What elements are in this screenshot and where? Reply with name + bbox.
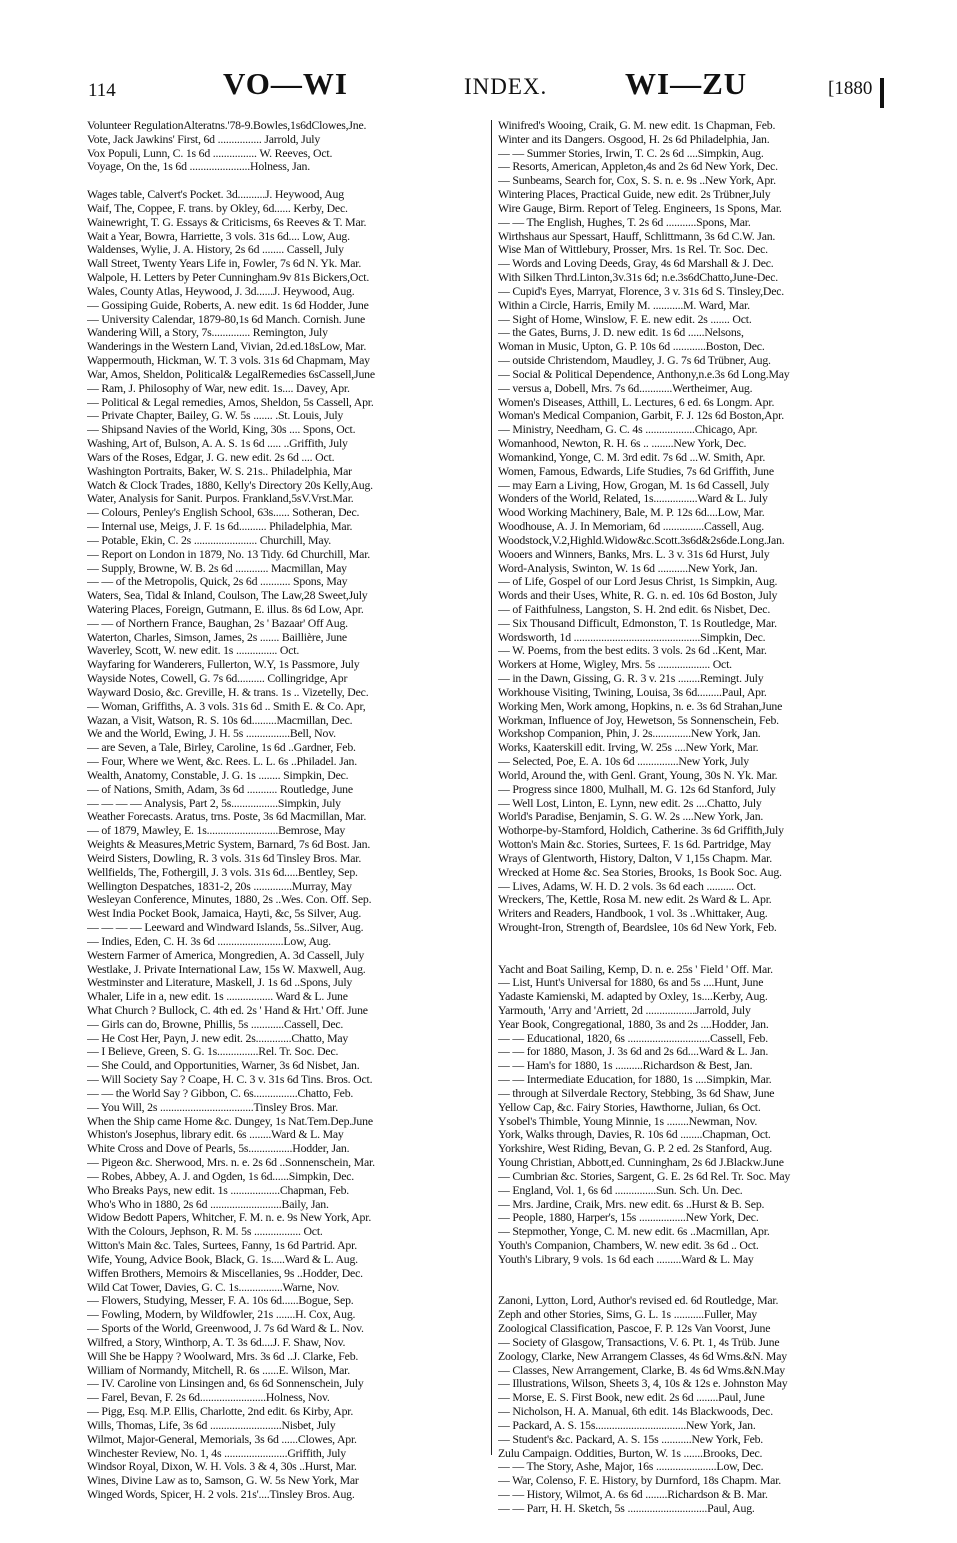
index-entry: Yorkshire, West Riding, Bevan, G. P. 2 ed. 2s Stanford, Aug.: [498, 1142, 773, 1156]
index-entry: Woodhouse, A. J. In Memoriam, 6d ...............Cassell, Aug.: [498, 520, 765, 534]
index-entry: — — — — Leeward and Windward Islands, 5s..Silver, Aug.: [87, 921, 364, 935]
index-entry: World, Around the, with Genl. Grant, Young, 30s N. Yk. Mar.: [498, 768, 778, 782]
index-entry: — Farel, Bevan, F. 2s 6d........................Holness, Nov.: [87, 1391, 330, 1405]
index-entry: Westlake, J. Private International Law, 15s W. Maxwell, Aug.: [87, 962, 366, 976]
year-label: [1880: [828, 78, 873, 99]
index-entry: — — — — Analysis, Part 2, 5s.................Simpkin, July: [87, 796, 341, 810]
index-entry: West India Pocket Book, Jamaica, Hayti, &c, 5s Silver, Aug.: [87, 907, 362, 921]
index-entry: Zoology, Clarke, New Arrangem Classes, 4s 6d Wms.&N. May: [498, 1349, 787, 1363]
index-entry: White Cross and Dove of Pearls, 5s................Hodder, Jan.: [87, 1142, 350, 1156]
index-entry: Wrays of Glentworth, History, Dalton, V 1,15s Chapm. Mar.: [498, 851, 772, 865]
index-entry: Wonders of the World, Related, 1s................Ward & L. July: [498, 492, 768, 506]
index-entry: Wandering Will, a Story, 7s.............. Remington, July: [87, 326, 328, 340]
index-entry: — Pigeon &c. Sherwood, Mrs. n. e. 2s 6d ..Sonnenschein, Mar.: [87, 1156, 375, 1170]
index-entry: William of Normandy, Mitchell, R. 6s ......E. Wilson, Mar.: [87, 1363, 351, 1377]
index-entry: Woodstock,V.2,Highld.Widow&c.Scott.3s6d&2s6de.Long.Jan.: [498, 533, 785, 547]
index-entry: — — of the Metropolis, Quick, 2s 6d ........... Spons, May: [87, 575, 348, 589]
index-entry: We and the World, Ewing, J. H. 5s ................Bell, Nov.: [87, 727, 336, 741]
index-entry: — Society of Glasgow, Transactions, V. 6. Pt. 1, 4s Trüb. June: [498, 1335, 780, 1349]
index-entry: Zulu Campaign. Oddities, Burton, W. 1s .......Brooks, Dec.: [498, 1446, 763, 1460]
index-entry: Wellington Despatches, 1831-2, 20s ..............Murray, May: [87, 879, 352, 893]
index-entry: Word-Analysis, Swinton, W. 1s 6d ...........New York, Jan.: [498, 561, 758, 575]
index-entry: War, Amos, Sheldon, Political& LegalRemedies 6sCassell,June: [87, 367, 375, 381]
index-entry: — — Intermediate Education, for 1880, 1s ....Simpkin, Mar.: [498, 1073, 772, 1087]
index-entry: Whiston's Josephus, library edit. 6s ........Ward & L. May: [87, 1128, 344, 1142]
index-entry: Yarmouth, 'Arry and 'Arriett, 2d ..................Jarrold, July: [498, 1004, 751, 1017]
index-entry: Wire Gauge, Birm. Report of Teleg. Engineers, 1s Spons, Mar.: [498, 201, 782, 215]
index-entry: — Nicholson, H. A. Manual, 6th edit. 14s Blackwoods, Dec.: [498, 1405, 773, 1419]
index-entry: — Cumbrian &c. Stories, Sargent, G. E. 2s 6d Rel. Tr. Soc. May: [498, 1169, 791, 1183]
index-entry: Watering Places, Foreign, Gutmann, E. illus. 8s 6d Low, Apr.: [87, 602, 364, 616]
index-entry: Wellfields, The, Fothergill, J. 3 vols. 31s 6d.....Bentley, Sep.: [87, 865, 358, 879]
index-entry: Wines, Divine Law as to, Samson, G. W. 5s New York, Mar: [87, 1474, 359, 1488]
index-entry: — may Earn a Living, How, Grogan, M. 1s 6d Cassell, July: [498, 478, 770, 492]
index-entry: — Resorts, American, Appleton,4s and 2s 6d New York, Dec.: [498, 160, 778, 174]
index-entry: World's Paradise, Benjamin, S. G. W. 2s ....New York, Jan.: [498, 810, 764, 824]
index-entry: Wrought-Iron, Strength of, Beardslee, 10s 6d New York, Feb.: [498, 921, 777, 935]
index-entry: — of Faithfulness, Langston, S. H. 2nd edit. 6s Nisbet, Dec.: [498, 602, 771, 616]
page-number: 114: [88, 80, 116, 101]
index-entry: Yadaste Kamienski, M. adapted by Oxley, 1s....Kerby, Aug.: [498, 990, 768, 1004]
index-entry: — Packard, A. S. 15s.................................New York, Jan.: [498, 1418, 756, 1432]
index-entry: — Lives, Adams, W. H. D. 2 vols. 3s 6d each .......... Oct.: [498, 879, 756, 893]
index-entry: Wait a Year, Bowra, Harriette, 3 vols. 31s 6d.... Low, Aug.: [87, 229, 350, 243]
index-entry: — Illustrations, Wilson, Sheets 3, 4, 10s & 12s e. Johnston May: [498, 1377, 788, 1391]
index-entry: Who's Who in 1880, 2s 6d ..........................Baily, Jan.: [87, 1197, 329, 1211]
index-entry: — Sports of the World, Greenwood, J. 7s 6d Ward & L. Nov.: [87, 1322, 364, 1336]
index-entry: Windsor Royal, Dixon, W. H. Vols. 3 & 4, 30s ..Hurst, Mar.: [87, 1460, 357, 1474]
index-entry: Volunteer RegulationAlteratns.'78-9.Bowles,1s6dClowes,Jne.: [87, 119, 367, 132]
index-entry: Wanderings in the Western Land, Vivian, 2d.ed.18sLow, Mar.: [87, 340, 367, 354]
index-entry: — — The English, Hughes, T. 2s 6d ...........Spons, Mar.: [498, 215, 751, 229]
index-entry: — Selected, Poe, E. A. 10s 6d ...............New York, July: [498, 755, 750, 769]
index-entry: Within a Circle, Harris, Emily M. ...........M. Ward, Mar.: [498, 298, 750, 312]
index-entry: — Pigg, Esq. M.P. Ellis, Charlotte, 2nd edit. 6s Kirby, Apr.: [87, 1405, 354, 1419]
index-entry: Wayward Dosio, &c. Greville, H. & trans. 1s .. Vizetelly, Dec.: [87, 685, 369, 699]
index-entry: Weird Sisters, Dowling, R. 3 vols. 31s 6d Tinsley Bros. Mar.: [87, 851, 362, 865]
index-entry: Who Breaks Pays, new edit. 1s ..................Chapman, Feb.: [87, 1183, 350, 1197]
index-entry: — Gossiping Guide, Roberts, A. new edit. 1s 6d Hodder, June: [87, 298, 369, 312]
index-entry: — Woman, Griffiths, A. 3 vols. 31s 6d .. Smith E. & Co. Apr,: [87, 699, 366, 713]
index-entry: Winchester Review, No. 1, 4s .......................Griffith, July: [87, 1446, 346, 1460]
index-entry: — You Will, 2s ..................................Tinsley Bros. Mar.: [87, 1100, 338, 1114]
index-entry: Water, Analysis for Sanit. Purpos. Frankland,5sV.Vrst.Mar.: [87, 492, 354, 506]
index-entry: Westminster and Literature, Maskell, J. 1s 6d ..Spons, July: [87, 976, 353, 990]
index-entry: With the Colours, Jephson, R. M. 5s ................. Oct.: [87, 1225, 323, 1239]
index-entry: — England, Vol. 1, 6s 6d ...............Sun. Sch. Un. Dec.: [498, 1183, 743, 1197]
index-entry: — Colours, Penley's English School, 63s...... Sotheran, Dec.: [87, 506, 360, 520]
index-entry: — — Educational, 1820, 6s ..............................Cassell, Feb.: [498, 1031, 768, 1045]
index-entry: — Sunbeams, Search for, Cox, S. S. n. e. 9s ..New York, Apr.: [498, 174, 776, 188]
index-entry: Winter and its Dangers. Osgood, H. 2s 6d Philadelphia, Jan.: [498, 132, 770, 146]
index-entry: — Stepmother, Yonge, C. M. new edit. 6s ..Macmillan, Apr.: [498, 1225, 770, 1239]
index-entry: Workers at Home, Wigley, Mrs. 5s ................... Oct.: [498, 658, 732, 672]
index-entry: — People, 1880, Harper's, 15s .................New York, Dec.: [498, 1211, 759, 1225]
index-entry: Wars of the Roses, Edgar, J. G. new edit. 2s 6d .... Oct.: [87, 450, 335, 464]
index-entry: — — Parr, H. H. Sketch, 5s .............................Paul, Aug.: [498, 1501, 755, 1515]
index-entry: Wills, Thomas, Life, 3s 6d ..........................Nisbet, July: [87, 1418, 336, 1432]
index-entry: Wages table, Calvert's Pocket. 3d..........J. Heywood, Aug: [87, 188, 344, 202]
index-entry: Waif, The, Coppee, F. trans. by Okley, 6d...... Kerby, Dec.: [87, 201, 348, 215]
index-entry: Wayfaring for Wanderers, Fullerton, W.Y, 1s Passmore, July: [87, 658, 360, 672]
index-entry: — Words and Loving Deeds, Gray, 4s 6d Marshall & J. Dec.: [498, 257, 774, 271]
index-entry: — Shipsand Navies of the World, King, 30s .... Spons, Oct.: [87, 423, 356, 437]
index-entry: Working Men, Work among, Hopkins, n. e. 3s 6d Strahan,June: [498, 699, 783, 713]
index-entry: — IV. Caroline von Linsingen and, 6s 6d Sonnenschein, July: [87, 1377, 364, 1391]
section-gap: [498, 1267, 883, 1281]
index-entry: — Robes, Abbey, A. J. and Ogden, 1s 6d......Simpkin, Dec.: [87, 1169, 355, 1183]
index-entry: Womanhood, Newton, R. H. 6s .. ........New York, Dec.: [498, 437, 747, 451]
index-entry: Zoological Classification, Pascoe, F. P. 12s Van Voorst, June: [498, 1322, 771, 1336]
index-entry: — She Could, and Opportunities, Warner, 3s 6d Nisbet, Jan.: [87, 1059, 360, 1073]
index-entry: — Fowling, Modern, by Wildfowler, 21s .......H. Cox, Aug.: [87, 1308, 356, 1322]
index-entry: — — Summer Stories, Irwin, T. C. 2s 6d ....Simpkin, Aug.: [498, 146, 764, 160]
index-entry: Wappermouth, Hickman, W. T. 3 vols. 31s 6d Chapmam, May: [87, 354, 370, 368]
index-entry: Yacht and Boat Sailing, Kemp, D. n. e. 25s ' Field ' Off. Mar.: [498, 962, 773, 976]
index-entry: — Morse, E. S. First Book, new edit. 2s 6d ........Paul, June: [498, 1391, 765, 1405]
index-entry: — are Seven, a Tale, Birley, Caroline, 1s 6d ..Gardner, Feb.: [87, 741, 356, 755]
index-entry: Wiffen Brothers, Memoirs & Miscellanies, 9s ..Hodder, Dec.: [87, 1266, 363, 1280]
section-gap: [498, 949, 883, 963]
index-entry: Winged Words, Spicer, H. 2 vols. 21s'....Tinsley Bros. Aug.: [87, 1487, 355, 1501]
index-entry: Woman in Music, Upton, G. P. 10s 6d ............Boston, Dec.: [498, 340, 765, 354]
index-entry: — the Gates, Burns, J. D. new edit. 1s 6d ......Nelsons,: [498, 326, 744, 340]
column-divider: [491, 120, 492, 1455]
index-entry: Wreckers, The, Kettle, Rosa M. new edit. 2s Ward & L. Apr.: [498, 893, 772, 907]
index-entry: — Student's &c. Packard, A. S. 15s ...........New York, Feb.: [498, 1432, 764, 1446]
index-entry: Wealth, Anatomy, Constable, J. G. 1s ........ Simpkin, Dec.: [87, 768, 349, 782]
range-start-heading: VO—WI: [223, 66, 348, 101]
index-entry: — Mrs. Jardine, Craik, Mrs. new edit. 6s ..Hurst & B. Sep.: [498, 1197, 765, 1211]
index-entry: Waverley, Scott, W. new edit. 1s ............... Oct.: [87, 644, 300, 658]
index-entry: — Six Thousand Difficult, Edmonston, T. 1s Routledge, Mar.: [498, 616, 777, 630]
index-entry: Waterton, Charles, Simson, James, 2s ....... Baillière, June: [87, 630, 347, 644]
index-entry: Wilmot, Major-General, Memorials, 3s 6d ......Clowes, Apr.: [87, 1432, 357, 1446]
index-entry: Weather Forecasts. Aratus, trns. Poste, 3s 6d Macmillan, Mar.: [87, 810, 367, 824]
index-entry: Wise Man of Wittlebury, Prosser, Mrs. 1s Rel. Tr. Soc. Dec.: [498, 243, 768, 257]
index-entry: Year Book, Congregational, 1880, 3s and 2s ....Hodder, Jan.: [498, 1017, 769, 1031]
index-entry: Wales, County Atlas, Heywood, J. 3d......J. Heywood, Aug.: [87, 284, 355, 298]
index-entry: Winifred's Wooing, Craik, G. M. new edit. 1s Chapman, Feb.: [498, 119, 776, 132]
index-entry: — Report on London in 1879, No. 13 Tidy. 6d Churchill, Mar.: [87, 547, 371, 561]
index-entry: — University Calendar, 1879-80,1s 6d Manch. Cornish. June: [87, 312, 366, 326]
index-entry: Will She be Happy ? Woolward, Mrs. 3s 6d ..J. Clarke, Feb.: [87, 1349, 359, 1363]
index-entry: — Classes, New Arrangement, Clarke, B. 4s 6d Wms.&N.May: [498, 1363, 785, 1377]
index-entry: — in the Dawn, Gissing, G. R. 3 v. 21s ........Remingt. July: [498, 672, 764, 686]
index-entry: — Political & Legal remedies, Amos, Sheldon, 5s Cassell, Apr.: [87, 395, 374, 409]
index-entry: Workman, Influence of Joy, Hewetson, 5s Sonnenschein, Feb.: [498, 713, 779, 727]
index-entry: — W. Poems, from the best edits. 3 vols. 2s 6d ..Kent, Mar.: [498, 644, 767, 658]
index-entry: Zeph and other Stories, Sims, G. L. 1s ...........Fuller, May: [498, 1308, 757, 1322]
index-entry: Wotton's Main &c. Stories, Surtees, F. 1s 6d. Partridge, May: [498, 838, 771, 852]
index-entry: Vox Populi, Lunn, C. 1s 6d ................ W. Reeves, Oct.: [87, 146, 333, 160]
index-entry: Wirthshaus aur Spessart, Hauff, Schlittmann, 3s 6d C.W. Jan.: [498, 229, 776, 243]
index-entry: Wife, Young, Advice Book, Black, G. 1s.....Ward & L. Aug.: [87, 1252, 358, 1266]
index-entry: Women, Famous, Edwards, Life Studies, 7s 6d Griffith, June: [498, 464, 774, 478]
index-entry: — Internal use, Meigs, J. F. 1s 6d.......... Philadelphia, Mar.: [87, 520, 353, 534]
index-entry: Witton's Main &c. Tales, Surtees, Fanny, 1s 6d Partrid. Apr.: [87, 1239, 357, 1253]
index-entry: Zanoni, Lytton, Lord, Author's revised ed. 6d Routledge, Mar.: [498, 1294, 779, 1308]
index-entry: Whaler, Life in a, new edit. 1s ................. Ward & L. June: [87, 990, 348, 1004]
index-entry: — List, Hunt's Universal for 1880, 6s and 5s ....Hunt, June: [498, 976, 764, 990]
range-end-heading: WI—ZU: [625, 66, 748, 101]
index-entry: Western Farmer of America, Mongredien, A. 3d Cassell, July: [87, 948, 365, 962]
index-entry: Wintering Places, Practical Guide, new edit. 2s Trübner,July: [498, 188, 771, 202]
index-entry: — versus a, Dobell, Mrs. 7s 6d............Wertheimer, Aug.: [498, 381, 753, 395]
index-entry: Wothorpe-by-Stamford, Holdich, Catherine. 3s 6d Griffith,July: [498, 824, 784, 838]
index-entry: — — for 1880, Mason, J. 3s 6d and 2s 6d....Ward & L. Jan.: [498, 1045, 769, 1059]
index-entry: Walpole, H. Letters by Peter Cunningham.9v 81s Bickers,Oct.: [87, 271, 370, 285]
index-entry: Wayside Notes, Cowell, G. 7s 6d.......... Collingridge, Apr: [87, 672, 348, 686]
index-entry: Wordsworth, 1d ..............................................Simpkin, Dec.: [498, 630, 766, 644]
index-entry: With Silken Thrd.Linton,3v.31s 6d; n.e.3s6dChatto,June-Dec.: [498, 271, 778, 285]
index-entry: Workshop Companion, Phin, J. 2s..............New York, Jan.: [498, 727, 761, 741]
index-entry: Works, Kaaterskill edit. Irving, W. 25s ....New York, Mar.: [498, 741, 759, 755]
index-entry: — Well Lost, Linton, E. Lynn, new edit. 2s ....Chatto, July: [498, 796, 762, 810]
index-entry: — — the World Say ? Gibbon, C. 6s................Chatto, Feb.: [87, 1086, 354, 1100]
page-header: [88, 66, 878, 110]
index-entry: Wazan, a Visit, Watson, R. S. 10s 6d.........Macmillan, Dec.: [87, 713, 353, 727]
index-entry: — He Cost Her, Payn, J. new edit. 2s.............Chatto, May: [87, 1031, 349, 1045]
index-entry: Yellow Cap, &c. Fairy Stories, Hawthorne, Julian, 6s Oct.: [498, 1100, 761, 1114]
index-entry: — — The Story, Ashe, Major, 16s ......................Low, Dec.: [498, 1460, 764, 1474]
index-entry: Wilfred, a Story, Winthorp, A. T. 3s 6d....J. F. Shaw, Nov.: [87, 1335, 346, 1349]
index-entry: What Church ? Bullock, C. 4th ed. 2s ' Hand & Hrt.' Off. June: [87, 1004, 368, 1017]
index-entry: Widow Bedott Papers, Whitcher, F. M. n. e. 9s New York, Apr.: [87, 1211, 372, 1225]
index-entry: Waldenses, Wylie, J. A. History, 2s 6d ........ Cassell, July: [87, 243, 344, 257]
index-entry: Youth's Companion, Chambers, W. new edit. 3s 6d .. Oct.: [498, 1239, 759, 1253]
left-column: [87, 119, 487, 1502]
index-entry: — Progress since 1800, Mulhall, M. G. 12s 6d Stanford, July: [498, 782, 776, 796]
right-column: [498, 119, 883, 1516]
index-entry: — War, Colenso, F. E. History, by Durnford, 18s Chapm. Mar.: [498, 1474, 782, 1488]
index-entry: — Girls can do, Browne, Phillis, 5s ............Cassell, Dec.: [87, 1017, 344, 1031]
index-entry: When the Ship came Home &c. Dungey, 1s Nat.Tem.Dep.June: [87, 1114, 373, 1128]
index-entry: — Indies, Eden, C. H. 3s 6d ........................Low, Aug.: [87, 934, 331, 948]
index-entry: Young Christian, Abbott,ed. Cunningham, 2s 6d J.Blackw.June: [498, 1156, 784, 1170]
index-entry: Weights & Measures,Metric System, Barnard, 7s 6d Bost. Jan.: [87, 838, 371, 852]
page-edge-mark: [880, 78, 884, 108]
index-title: INDEX.: [464, 74, 548, 99]
index-entry: — — History, Wilmot, A. 6s 6d ........Richardson & B. Mar.: [498, 1487, 768, 1501]
index-entry: — Potable, Ekin, C. 2s ....................... Churchill, May.: [87, 533, 332, 547]
index-entry: — Ministry, Needham, G. C. 4s ..................Chicago, Apr.: [498, 423, 758, 437]
index-entry: Wrecked at Home &c. Sea Stories, Brooks, 1s Book Soc. Aug.: [498, 865, 782, 879]
index-entry: — — Ham's for 1880, 1s ..........Richardson & Best, Jan.: [498, 1059, 753, 1073]
index-entry: — Ram, J. Philosophy of War, new edit. 1s.... Davey, Apr.: [87, 381, 350, 395]
index-entry: Washington Portraits, Baker, W. S. 21s.. Philadelphia, Mar: [87, 464, 352, 478]
index-entry: Women's Diseases, Atthill, L. Lectures, 6 ed. 6s Longm. Apr.: [498, 395, 775, 409]
index-entry: — Private Chapter, Bailey, G. W. 5s ....... .St. Louis, July: [87, 409, 344, 423]
index-entry: Vote, Jack Jawkins' First, 6d ................ Jarrold, July: [87, 132, 321, 146]
index-entry: Workhouse Visiting, Twining, Louisa, 3s 6d.........Paul, Apr.: [498, 685, 767, 699]
index-entry: Washing, Art of, Bulson, A. A. S. 1s 6d ..... ..Griffith, July: [87, 437, 348, 451]
index-entry: — Cupid's Eyes, Marryat, Florence, 3 v. 31s 6d S. Tinsley,Dec.: [498, 284, 785, 298]
index-entry: Voyage, On the, 1s 6d ......................Holness, Jan.: [87, 160, 310, 174]
index-entry: York, Walks through, Davies, R. 10s 6d ........Chapman, Oct.: [498, 1128, 771, 1142]
index-entry: — Flowers, Studying, Messer, F. A. 10s 6d......Bogue, Sep.: [87, 1294, 354, 1308]
index-entry: Writers and Readers, Handbook, 1 vol. 3s ..Whittaker, Aug.: [498, 907, 768, 921]
index-entry: Youth's Library, 9 vols. 1s 6d each .........Ward & L. May: [498, 1252, 754, 1266]
index-entry: — of Nations, Smith, Adam, 3s 6d ........... Routledge, June: [87, 782, 353, 796]
index-entry: Ysobel's Thimble, Young Minnie, 1s ........Newman, Nov.: [498, 1114, 758, 1128]
index-entry: — through at Silverdale Rectory, Stebbing, 3s 6d Shaw, June: [498, 1086, 775, 1100]
index-entry: — I Believe, Green, S. G. 1s...............Rel. Tr. Soc. Dec.: [87, 1045, 339, 1059]
index-entry: — Four, Where we Went, &c. Rees. L. L. 6s ..Philadel. Jan.: [87, 755, 357, 769]
index-entry: — of Life, Gospel of our Lord Jesus Christ, 1s Simpkin, Aug.: [498, 575, 778, 589]
index-entry: — of 1879, Mawley, E. 1s..........................Bemrose, May: [87, 824, 346, 838]
section-gap: [498, 935, 883, 949]
index-entry: Words and their Uses, White, R. G. n. ed. 10s 6d Boston, July: [498, 589, 778, 603]
index-entry: Woman's Medical Companion, Garbit, F. J. 12s 6d Boston,Apr.: [498, 409, 784, 423]
index-entry: Wesleyan Conference, Minutes, 1880, 2s ..Wes. Con. Off. Sep.: [87, 893, 372, 907]
section-gap: [87, 174, 487, 188]
index-entry: Watch & Clock Trades, 1880, Kelly's Directory 20s Kelly,Aug.: [87, 478, 373, 492]
index-entry: Womankind, Yonge, C. M. 3rd edit. 7s 6d ...W. Smith, Apr.: [498, 450, 766, 464]
index-entry: Waters, Sea, Tidal & Inland, Coulson, The Law,28 Sweet,July: [87, 589, 368, 603]
index-entry: Wainewright, T. G. Essays & Criticisms, 6s Reeves & T. Mar.: [87, 215, 367, 229]
index-entry: — Sight of Home, Winslow, F. E. new edit. 2s ....... Oct.: [498, 312, 752, 326]
index-entry: — outside Christendom, Maudley, J. G. 7s 6d Trübner, Aug.: [498, 354, 771, 368]
index-entry: Wooers and Winners, Banks, Mrs. L. 3 v. 31s 6d Hurst, July: [498, 547, 770, 561]
section-gap: [498, 1281, 883, 1295]
index-entry: Wild Cat Tower, Davies, G. C. 1s................Warne, Nov.: [87, 1280, 340, 1294]
index-entry: Wall Street, Twenty Years Life in, Fowler, 7s 6d N. Yk. Mar.: [87, 257, 362, 271]
index-entry: — — of Northern France, Baughan, 2s ' Bazaar' Off Aug.: [87, 616, 348, 630]
index-entry: — Will Society Say ? Coape, H. C. 3 v. 31s 6d Tins. Bros. Oct.: [87, 1073, 373, 1087]
index-entry: — Social & Political Dependence, Anthony,n.e.3s 6d Long.May: [498, 367, 790, 381]
index-entry: — Supply, Browne, W. B. 2s 6d ............ Macmillan, May: [87, 561, 347, 575]
index-entry: Wood Working Machinery, Bale, M. P. 12s 6d....Low, Mar.: [498, 506, 765, 520]
